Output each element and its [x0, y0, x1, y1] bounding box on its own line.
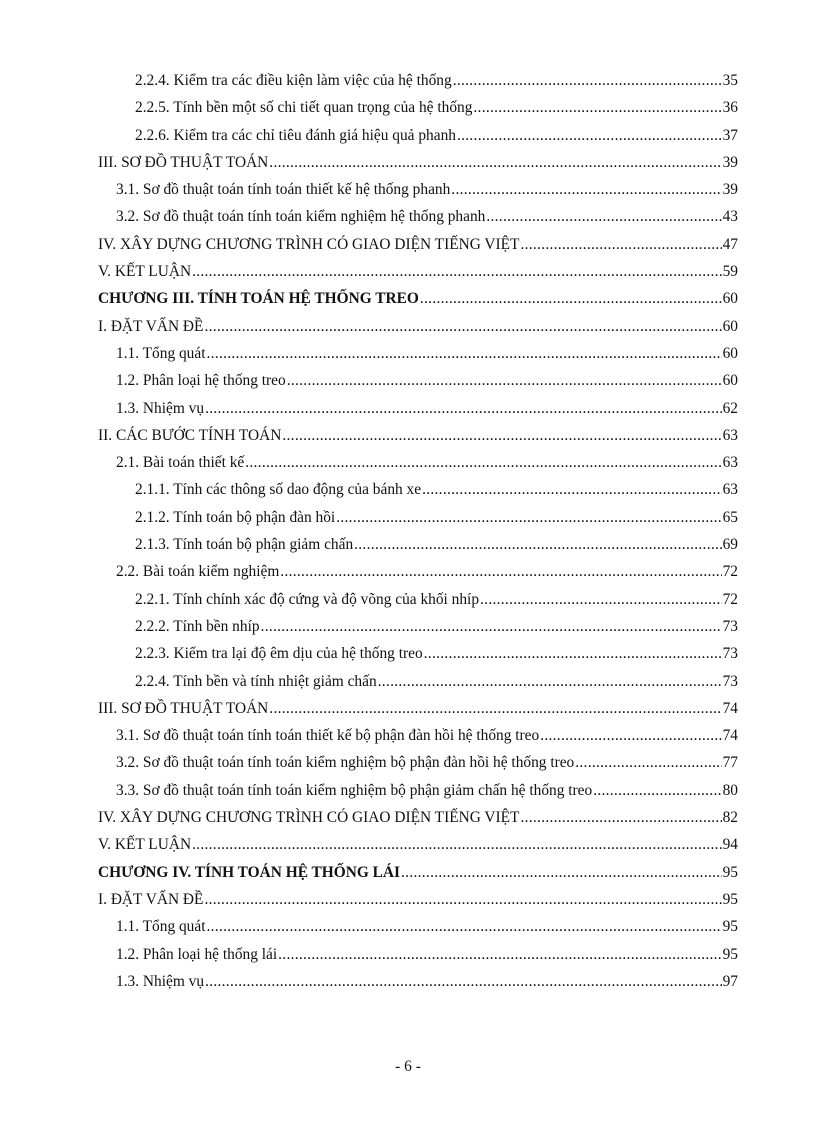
toc-entry-title: 2.2.2. Tính bền nhíp: [135, 617, 260, 635]
toc-entry-page: 60: [722, 344, 738, 362]
toc-dot-leader: [207, 918, 722, 936]
toc-entry[interactable]: [98, 891, 738, 918]
toc-entry-title: 2.1.3. Tính toán bộ phận giảm chấn: [135, 536, 354, 554]
toc-dot-leader: [575, 754, 721, 772]
toc-entry-title: I. ĐẶT VẤN ĐỀ: [98, 890, 204, 908]
toc-dot-leader: [245, 454, 721, 472]
toc-entry[interactable]: [98, 345, 738, 372]
toc-entry-page: 69: [722, 536, 738, 554]
toc-dot-leader: [280, 563, 721, 581]
toc-entry[interactable]: [98, 591, 738, 618]
toc-entry[interactable]: [98, 236, 738, 263]
toc-entry-page: 47: [722, 235, 738, 253]
toc-dot-leader: [192, 836, 722, 854]
toc-entry-page: 63: [722, 426, 738, 444]
toc-entry-page: 60: [722, 290, 738, 308]
toc-entry-page: 62: [722, 399, 738, 417]
toc-entry-page: 95: [722, 890, 738, 908]
toc-entry-title: 2.2.3. Kiểm tra lại độ êm dịu của hệ thống treo: [135, 645, 423, 663]
toc-entry-title: 2.2.4. Tính bền và tính nhiệt giảm chấn: [135, 672, 377, 690]
toc-entry-page: 73: [722, 645, 738, 663]
toc-dot-leader: [453, 72, 722, 90]
toc-dot-leader: [457, 127, 722, 145]
toc-entry[interactable]: [98, 618, 738, 645]
toc-entry-page: 60: [722, 317, 738, 335]
toc-dot-leader: [269, 700, 721, 718]
toc-entry[interactable]: [98, 782, 738, 809]
toc-entry-title: 2.1.2. Tính toán bộ phận đàn hồi: [135, 508, 336, 526]
toc-entry-title: 3.2. Sơ đồ thuật toán tính toán kiểm nghiệm hệ thống phanh: [116, 208, 486, 226]
toc-entry-title: III. SƠ ĐỒ THUẬT TOÁN: [98, 153, 269, 171]
toc-entry-page: 39: [722, 181, 738, 199]
toc-entry[interactable]: [98, 645, 738, 672]
toc-entry-title: CHƯƠNG IV. TÍNH TOÁN HỆ THỐNG LÁI: [98, 863, 401, 881]
toc-entry-page: 36: [722, 99, 738, 117]
toc-dot-leader: [204, 318, 721, 336]
toc-dot-leader: [520, 809, 721, 827]
toc-dot-leader: [451, 181, 721, 199]
toc-entry[interactable]: [98, 318, 738, 345]
toc-dot-leader: [540, 727, 721, 745]
toc-entry-title: 2.2.4. Kiểm tra các điều kiện làm việc của hệ thống: [135, 72, 452, 89]
toc-entry-title: II. CÁC BƯỚC TÍNH TOÁN: [98, 426, 282, 444]
toc-entry[interactable]: [98, 72, 738, 99]
toc-dot-leader: [261, 618, 722, 636]
toc-entry-page: 95: [722, 918, 738, 936]
toc-entry-title: 1.1. Tổng quát: [116, 918, 206, 936]
toc-dot-leader: [480, 591, 722, 609]
toc-entry[interactable]: [98, 372, 738, 399]
toc-entry[interactable]: [98, 700, 738, 727]
toc-entry[interactable]: [98, 509, 738, 536]
toc-dot-leader: [593, 782, 721, 800]
toc-entry-page: 43: [722, 208, 738, 226]
toc-entry[interactable]: [98, 727, 738, 754]
toc-entry-title: 3.2. Sơ đồ thuật toán tính toán kiểm nghiệm bộ phận đàn hồi hệ thống treo: [116, 754, 575, 772]
toc-entry-title: 1.2. Phân loại hệ thống lái: [116, 945, 278, 963]
toc-entry[interactable]: [98, 290, 738, 317]
toc-dot-leader: [207, 345, 722, 363]
toc-entry-page: 63: [722, 481, 738, 499]
toc-entry-title: 1.1. Tổng quát: [116, 344, 206, 362]
toc-entry-page: 80: [722, 781, 738, 799]
toc-entry-title: 3.3. Sơ đồ thuật toán tính toán kiểm nghiệm bộ phận giảm chấn hệ thống treo: [116, 781, 593, 799]
toc-entry-title: IV. XÂY DỰNG CHƯƠNG TRÌNH CÓ GIAO DIỆN TIẾNG VIỆT: [98, 235, 520, 253]
toc-entry[interactable]: [98, 754, 738, 781]
toc-entry-title: 3.1. Sơ đồ thuật toán tính toán thiết kế hệ thống phanh: [116, 181, 451, 199]
toc-entry-title: V. KẾT LUẬN: [98, 836, 192, 854]
toc-entry[interactable]: [98, 864, 738, 891]
toc-entry-page: 73: [722, 617, 738, 635]
toc-entry-page: 95: [722, 945, 738, 963]
toc-dot-leader: [420, 290, 722, 308]
toc-entry-title: 2.2.5. Tính bền một số chi tiết quan trọng của hệ thống: [135, 99, 473, 117]
toc-entry-page: 60: [722, 372, 738, 390]
toc-entry-page: 35: [722, 72, 738, 89]
toc-entry-page: 82: [722, 809, 738, 827]
toc-dot-leader: [278, 946, 721, 964]
toc-entry-title: V. KẾT LUẬN: [98, 263, 192, 281]
toc-entry-page: 94: [722, 836, 738, 854]
toc-entry-title: CHƯƠNG III. TÍNH TOÁN HỆ THỐNG TREO: [98, 290, 419, 308]
toc-entry[interactable]: [98, 400, 738, 427]
toc-dot-leader: [205, 400, 722, 418]
toc-entry[interactable]: [98, 836, 738, 863]
toc-entry[interactable]: [98, 181, 738, 208]
toc-entry[interactable]: [98, 99, 738, 126]
toc-entry-title: 1.2. Phân loại hệ thống treo: [116, 372, 286, 390]
toc-entry-title: III. SƠ ĐỒ THUẬT TOÁN: [98, 699, 269, 717]
page-number: - 6 -: [395, 1058, 421, 1075]
toc-dot-leader: [282, 427, 721, 445]
toc-entry[interactable]: [98, 563, 738, 590]
toc-dot-leader: [520, 236, 721, 254]
toc-dot-leader: [205, 973, 722, 991]
toc-entry[interactable]: [98, 481, 738, 508]
toc-dot-leader: [486, 208, 721, 226]
toc-entry-title: 2.2. Bài toán kiểm nghiệm: [116, 563, 280, 581]
toc-entry[interactable]: [98, 946, 738, 973]
toc-entry[interactable]: [98, 454, 738, 481]
toc-entry-title: IV. XÂY DỰNG CHƯƠNG TRÌNH CÓ GIAO DIỆN TIẾNG VIỆT: [98, 809, 520, 827]
toc-entry-title: 2.1.1. Tính các thông số dao động của bánh xe: [135, 481, 422, 499]
toc-dot-leader: [192, 263, 722, 281]
toc-entry[interactable]: [98, 154, 738, 181]
toc-entry-title: 2.1. Bài toán thiết kế: [116, 454, 245, 472]
toc-entry-page: 74: [722, 727, 738, 745]
toc-entry[interactable]: [98, 809, 738, 836]
toc-entry-title: 2.2.6. Kiểm tra các chỉ tiêu đánh giá hiệu quả phanh: [135, 126, 456, 144]
table-of-contents: [98, 72, 738, 1000]
toc-dot-leader: [287, 372, 722, 390]
toc-entry-page: 72: [722, 590, 738, 608]
toc-entry[interactable]: [98, 673, 738, 700]
toc-entry-page: 74: [722, 699, 738, 717]
toc-entry[interactable]: [98, 536, 738, 563]
toc-dot-leader: [378, 673, 722, 691]
toc-entry-page: 37: [722, 126, 738, 144]
toc-entry-page: 97: [722, 972, 738, 990]
toc-entry-page: 59: [722, 263, 738, 281]
toc-entry[interactable]: [98, 918, 738, 945]
toc-dot-leader: [204, 891, 721, 909]
toc-dot-leader: [422, 481, 722, 499]
toc-entry-page: 77: [722, 754, 738, 772]
toc-entry[interactable]: [98, 127, 738, 154]
toc-entry-page: 63: [722, 454, 738, 472]
toc-entry[interactable]: [98, 427, 738, 454]
toc-entry-page: 95: [722, 863, 738, 881]
toc-dot-leader: [336, 509, 721, 527]
toc-entry-title: I. ĐẶT VẤN ĐỀ: [98, 317, 204, 335]
toc-entry[interactable]: [98, 208, 738, 235]
toc-entry-title: 2.2.1. Tính chính xác độ cứng và độ võng của khối nhíp: [135, 590, 480, 608]
toc-entry-page: 65: [722, 508, 738, 526]
toc-entry[interactable]: [98, 263, 738, 290]
toc-dot-leader: [354, 536, 721, 554]
toc-entry-title: 3.1. Sơ đồ thuật toán tính toán thiết kế bộ phận đàn hồi hệ thống treo: [116, 727, 540, 745]
toc-entry-page: 39: [722, 153, 738, 171]
toc-entry-title: 1.3. Nhiệm vụ: [116, 399, 205, 417]
toc-dot-leader: [473, 99, 721, 117]
toc-entry-page: 73: [722, 672, 738, 690]
toc-entry[interactable]: [98, 973, 738, 1000]
toc-dot-leader: [269, 154, 721, 172]
toc-entry-title: 1.3. Nhiệm vụ: [116, 972, 205, 990]
toc-dot-leader: [401, 864, 722, 882]
toc-dot-leader: [424, 645, 722, 663]
toc-entry-page: 72: [722, 563, 738, 581]
